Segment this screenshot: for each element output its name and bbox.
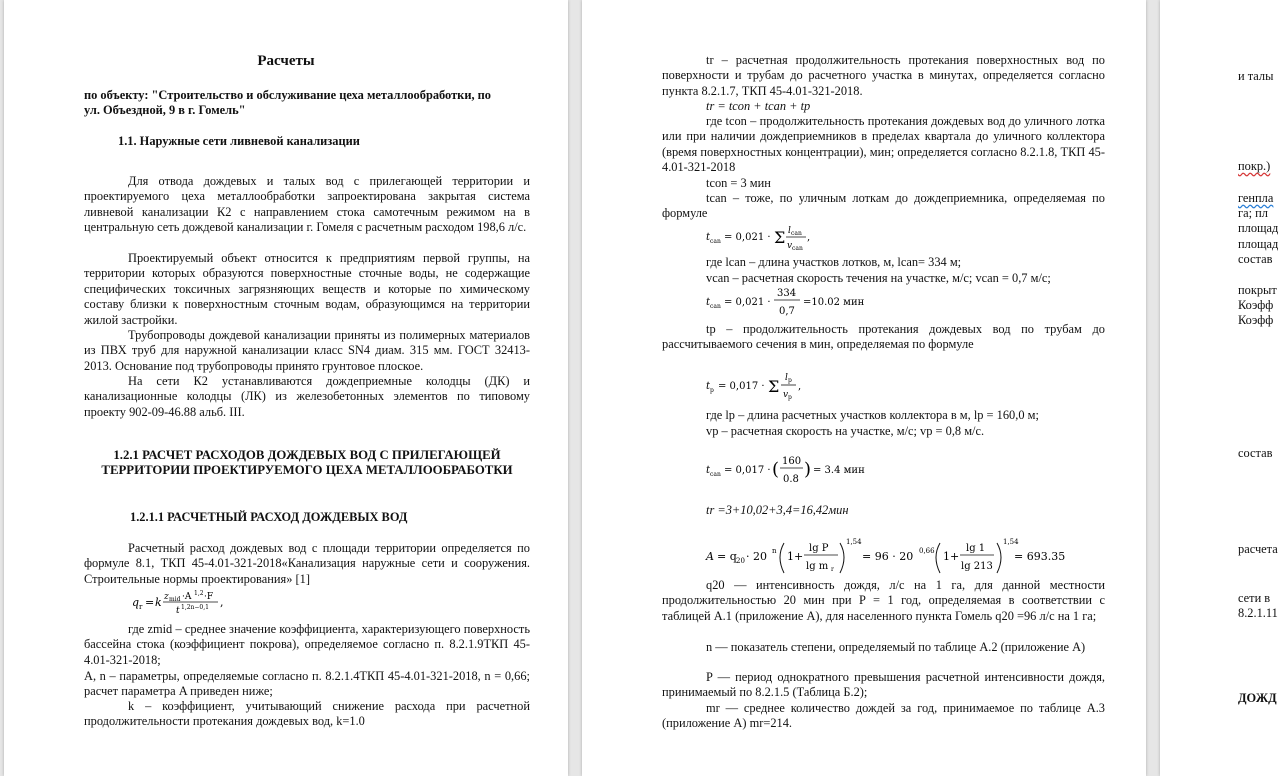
svg-text:p: p: [788, 377, 792, 384]
svg-text:20: 20: [736, 557, 745, 565]
heading-1-2-1-1: 1.2.1.1 РАСЧЕТНЫЙ РАСХОД ДОЖДЕВЫХ ВОД: [130, 510, 408, 524]
svg-text:p: p: [788, 394, 792, 401]
document-page-1: [4, 0, 568, 776]
svg-text:lg P: lg P: [809, 543, 829, 554]
p2-lcan-line: где lcan – длина участков лотков, м, lcan= 334 м;: [706, 255, 962, 269]
svg-text:= 0,021 ·: = 0,021 ·: [724, 297, 771, 308]
svg-text:160: 160: [782, 456, 802, 467]
p2-line-q20: q20 — интенсивность дождя, л/с на 1 га, для данной местности продолжительностью 20 мин при P = 1 год, определяемая в соответствии с таблицей А.1 (приложение А), для населенного пункта Гомель q20 =96 л/с на 1 га;: [662, 578, 1105, 623]
paragraph-5: Расчетный расход дождевых вод с площади территории определяется по формуле 8.1, ТКП 45-4.01-321-2018«Канализация наружные сети и сооружения. Строительные нормы проектирования» [1]: [84, 541, 530, 586]
svg-text:0,7: 0,7: [779, 306, 795, 317]
svg-text:): ): [804, 459, 812, 480]
svg-text:0.8: 0.8: [783, 474, 799, 485]
p2-line-mr: mr — среднее количество дождей за год, принимаемое по таблице А.3 (приложение А) mr=214.: [662, 701, 1105, 731]
svg-text:A: A: [706, 550, 714, 563]
svg-text:1,2: 1,2: [194, 590, 204, 597]
svg-text:1+: 1+: [787, 550, 804, 563]
formula-tp-2-svg: [706, 452, 876, 488]
paragraph-6: где zmid – среднее значение коэффициента, характеризующего поверхность бассейна стока (коэффициент покрова), определяемое согласно п. 8.2.1.9ТКП 45-4.01-321-2018;: [84, 622, 530, 667]
p3-text-5: площад: [1238, 221, 1279, 235]
svg-text:334: 334: [777, 288, 797, 299]
svg-text:lg m: lg m: [806, 561, 829, 572]
object-line-1: по объекту: "Строительство и обслуживание цеха металлообработки, по: [84, 88, 491, 102]
p3-text-13: сети в: [1238, 591, 1271, 605]
formula-tcan-2-svg: [706, 284, 876, 320]
formula-A: [706, 535, 1066, 579]
document-page-3: [1160, 0, 1280, 776]
svg-text:t: t: [706, 465, 711, 476]
p3-text-10: Коэфф: [1238, 313, 1274, 327]
svg-text:can: can: [792, 245, 803, 252]
p3-text-9: Коэфф: [1238, 298, 1274, 312]
svg-text:= q: = q: [717, 550, 737, 563]
paragraph-7: A, n – параметры, определяемые согласно п. 8.2.1.4ТКП 45-4.01-321-2018, n = 0,66; расчет параметра A приведен ниже;: [84, 669, 530, 699]
object-line-2: ул. Объездной, 9 в г. Гомель": [84, 103, 246, 118]
p3-text-2: покр.): [1238, 159, 1271, 173]
document-page-2: [582, 0, 1146, 776]
paragraph-8: k – коэффициент, учитывающий снижение расхода при расчетной продолжительности протекания дождевых вод, k=1.0: [84, 699, 530, 729]
paragraph-3: Трубопроводы дождевой канализации приняты из полимерных материалов из ПВХ труб для наружной канализации класс SN4 диам. 315 мм. ГОСТ 32413-2013. Основание под трубопроводы принято грунтовое плоское.: [84, 328, 530, 373]
formula-tcan-1-svg: [706, 219, 826, 255]
p2-lp-line: где lp – длина расчетных участков коллектора в м, lp = 160,0 м;: [706, 408, 1039, 422]
svg-text:1,54: 1,54: [846, 538, 862, 546]
p3-text-8: покрыт: [1238, 283, 1277, 297]
paragraph-4: На сети К2 устанавливаются дождеприемные колодцы (ДК) и канализационные колодцы (ЛК) из железобетонных элементов по типовому проекту 902-09-46.88 альб. III.: [84, 374, 530, 419]
formula-tcan-1: [706, 219, 826, 255]
svg-text:=10.02 мин: =10.02 мин: [803, 297, 865, 308]
svg-text:= 0,017 ·: = 0,017 ·: [718, 381, 765, 392]
svg-text:lg 213: lg 213: [961, 561, 993, 572]
svg-text:= 3.4 мин: = 3.4 мин: [813, 465, 865, 476]
svg-text:t: t: [706, 232, 711, 243]
p2-tr-result: tr =3+10,02+3,4=16,42мин: [706, 503, 849, 517]
svg-text:t: t: [176, 606, 180, 616]
svg-text:1,54: 1,54: [1003, 538, 1019, 546]
formula-tp-2: [706, 452, 876, 488]
formula-q: [132, 588, 242, 618]
p2-line-tr: tr – расчетная продолжительность протекания поверхностных вод по поверхности и трубам до расчетного участка в минутах, определяется согласно пункта 8.2.1.7, ТКП 45-4.01-321-2018.: [662, 53, 1105, 98]
paragraph-2: Проектируемый объект относится к предприятиям первой группы, на территории которых образуются поверхностные сточные воды, не содержащие специфических токсичных загрязняющих веществ и которые по химическому составу близки к поверхностным сточным водам, образующимся на территории жилой застройки.: [84, 251, 530, 327]
svg-text:,: ,: [807, 232, 811, 243]
p2-line-tcan: tcan – тоже, по уличным лоткам до дождеприемника, определяемая по формуле: [662, 191, 1105, 221]
svg-text:,: ,: [798, 381, 802, 392]
formula-tcan-2: [706, 284, 876, 320]
svg-text:can: can: [710, 303, 721, 310]
svg-text:lg 1: lg 1: [966, 543, 986, 554]
formula-q-svg: [132, 588, 242, 618]
p2-vp-line: vp – расчетная скорость на участке, м/с; vp = 0,8 м/с.: [706, 424, 985, 438]
svg-text:= 0,021 ·: = 0,021 ·: [724, 232, 771, 243]
object-line: [84, 88, 530, 119]
p3-text-6: площад: [1238, 237, 1279, 251]
svg-text:= 0,017 ·: = 0,017 ·: [724, 465, 771, 476]
paragraph-1: Для отвода дождевых и талых вод с прилегающей территории и проектируемого цеха металлообработки запроектирована закрытая система ливневой канализации К2 с направлением стока самотечным режимом на в центральную сеть дождевой канализации г. Гомеля с расчетным расходом 198,6 л/с.: [84, 174, 530, 235]
svg-text:1,2n−0,1: 1,2n−0,1: [181, 604, 209, 611]
svg-text:· 20: · 20: [746, 550, 767, 563]
svg-text:l: l: [788, 226, 791, 236]
p2-line-n: n — показатель степени, определяемый по таблице А.2 (приложение А): [706, 640, 1086, 654]
p3-text-11: состав: [1238, 446, 1273, 460]
svg-text:can: can: [710, 471, 721, 478]
svg-text:v: v: [787, 241, 793, 251]
p3-text-14: 8.2.1.11: [1238, 606, 1278, 620]
svg-text:q: q: [132, 596, 140, 609]
p3-text-4: га; пл: [1238, 206, 1268, 220]
p2-tr-sum: tr = tcon + tcan + tp: [706, 99, 811, 113]
svg-text:=: =: [145, 596, 155, 609]
p3-text-3: генпла: [1238, 191, 1274, 205]
page-title: Расчеты: [257, 53, 315, 69]
svg-text:,: ,: [220, 596, 224, 609]
formula-tp-1: [706, 366, 826, 406]
formula-tp-1-svg: [706, 366, 826, 406]
svg-text:·A: ·A: [182, 592, 192, 602]
svg-text:can: can: [710, 238, 721, 245]
svg-text:r: r: [831, 566, 834, 573]
p2-line-P: P — период однократного превышения расчетной интенсивности дождя, принимаемый по 8.2.1.5 (Таблица Б.2);: [662, 670, 1105, 700]
svg-text:p: p: [710, 387, 714, 394]
svg-text:= 693.35: = 693.35: [1014, 550, 1066, 563]
svg-text:v: v: [783, 390, 789, 400]
svg-text:0,66: 0,66: [919, 547, 935, 555]
svg-text:mid: mid: [169, 596, 181, 603]
section-heading-1-1: 1.1. Наружные сети ливневой канализации: [118, 134, 360, 148]
svg-text:1+: 1+: [943, 550, 960, 563]
svg-text:l: l: [785, 373, 788, 383]
svg-text:n: n: [772, 547, 777, 555]
svg-text:Σ: Σ: [774, 228, 786, 247]
svg-text:r: r: [139, 603, 143, 611]
svg-text:= 96 · 20: = 96 · 20: [862, 550, 914, 563]
p2-vcan-line: vcan – расчетная скорость течения на участке, м/с; vcan = 0,7 м/с;: [706, 271, 1051, 285]
p2-line-tcon: где tcon – продолжительность протекания дождевых вод до уличного лотка или при наличии дождеприемников в пределах квартала до уличного коллектора (время поверхностных концентрации), мин; определяется согласно 8.2.1.8, ТКП 45-4.01-321-2018: [662, 114, 1105, 175]
svg-text:Σ: Σ: [768, 377, 780, 396]
svg-text:t: t: [706, 297, 711, 308]
svg-text:t: t: [706, 381, 711, 392]
p3-text-12: расчета: [1238, 542, 1278, 556]
p2-tcon-value: tcon = 3 мин: [706, 176, 771, 190]
svg-text:can: can: [791, 230, 802, 237]
svg-text:k: k: [155, 596, 162, 609]
svg-text:·F: ·F: [204, 592, 214, 602]
p2-line-tp: tp – продолжительность протекания дождевых вод по трубам до рассчитываемого сечения в мин, определяемая по формуле: [662, 322, 1105, 352]
svg-text:z: z: [164, 592, 169, 602]
p3-text-1: и талы: [1238, 69, 1274, 83]
p3-text-15: ДОЖД: [1238, 691, 1277, 705]
p3-text-7: состав: [1238, 252, 1273, 266]
svg-text:(: (: [772, 459, 780, 480]
formula-A-svg: [706, 535, 1066, 579]
heading-1-2-1: 1.2.1 РАСЧЕТ РАСХОДОВ ДОЖДЕВЫХ ВОД С ПРИЛЕГАЮЩЕЙ ТЕРРИТОРИИ ПРОЕКТИРУЕМОГО ЦЕХА МЕТАЛЛООБРАБОТКИ: [101, 448, 513, 478]
